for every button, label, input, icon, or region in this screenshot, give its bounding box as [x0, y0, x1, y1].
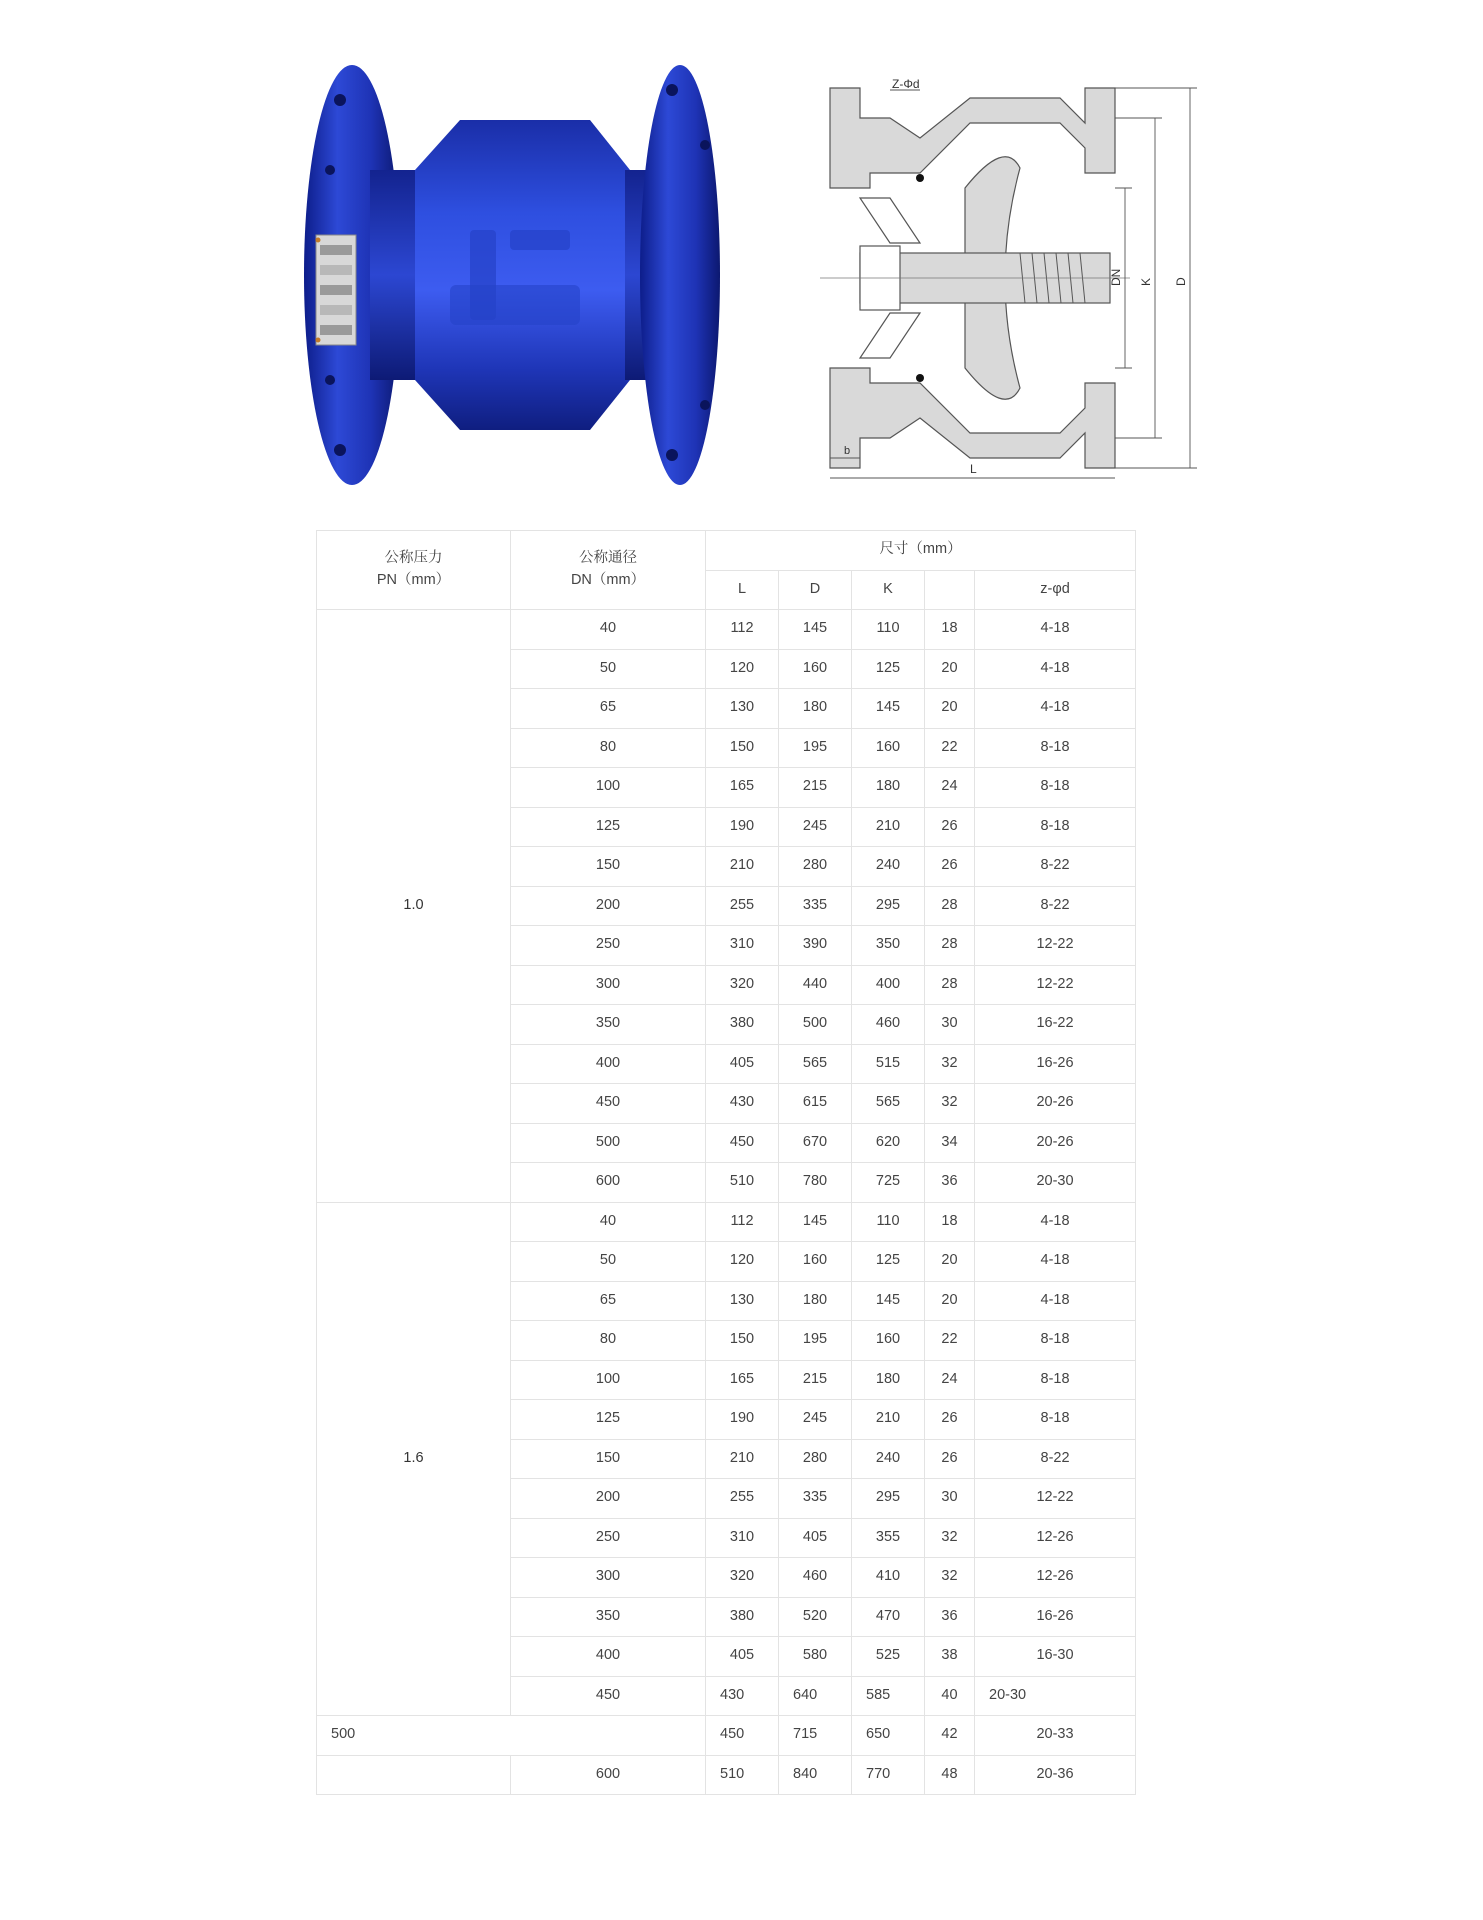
l-cell: 130 — [706, 1281, 779, 1321]
l-cell: 190 — [706, 1400, 779, 1440]
b-cell: 40 — [925, 1676, 975, 1716]
k-cell: 210 — [852, 1400, 925, 1440]
k-cell: 145 — [852, 689, 925, 729]
k-cell: 350 — [852, 926, 925, 966]
dn-cell: 150 — [511, 847, 706, 887]
l-cell: 255 — [706, 886, 779, 926]
b-cell: 18 — [925, 610, 975, 650]
d-cell: 335 — [779, 886, 852, 926]
d-cell: 615 — [779, 1084, 852, 1124]
dn-title: 公称通径 — [579, 550, 637, 567]
b-cell: 34 — [925, 1123, 975, 1163]
b-cell: 32 — [925, 1084, 975, 1124]
k-cell: 110 — [852, 1202, 925, 1242]
pn-title: 公称压力 — [384, 550, 443, 567]
dn-cell: 450 — [511, 1676, 706, 1716]
d-cell: 245 — [779, 1400, 852, 1440]
right-flange — [640, 65, 720, 485]
k-cell: 460 — [852, 1005, 925, 1045]
l-cell: 210 — [706, 1439, 779, 1479]
dn-cell: 50 — [511, 649, 706, 689]
k-cell: 410 — [852, 1558, 925, 1598]
zd-cell: 4-18 — [975, 610, 1136, 650]
l-cell: 430 — [706, 1084, 779, 1124]
l-cell: 310 — [706, 926, 779, 966]
zd-cell: 12-22 — [975, 965, 1136, 1005]
l-cell: 310 — [706, 1518, 779, 1558]
zd-cell: 8-18 — [975, 1360, 1136, 1400]
zd-cell: 16-26 — [975, 1597, 1136, 1637]
l-cell: 405 — [706, 1637, 779, 1677]
zd-cell: 8-18 — [975, 1400, 1136, 1440]
zd-cell: 8-22 — [975, 886, 1136, 926]
valve-photo — [300, 60, 720, 500]
b-cell: 24 — [925, 768, 975, 808]
dn-cell: 40 — [511, 1202, 706, 1242]
k-cell: 160 — [852, 728, 925, 768]
d-cell: 160 — [779, 1242, 852, 1282]
k-cell: 160 — [852, 1321, 925, 1361]
pn-unit: PN（mm） — [376, 572, 451, 588]
d-cell: 215 — [779, 768, 852, 808]
b-cell: 26 — [925, 1400, 975, 1440]
d-cell: 335 — [779, 1479, 852, 1519]
d-cell: 180 — [779, 1281, 852, 1321]
l-cell: 112 — [706, 610, 779, 650]
b-cell: 22 — [925, 1321, 975, 1361]
d-cell: 195 — [779, 1321, 852, 1361]
k-cell: 770 — [852, 1755, 925, 1795]
l-cell: 150 — [706, 728, 779, 768]
dn-cell: 40 — [511, 610, 706, 650]
b-cell: 26 — [925, 1439, 975, 1479]
b-cell: 18 — [925, 1202, 975, 1242]
dn-cell: 300 — [511, 1558, 706, 1598]
k-cell: 525 — [852, 1637, 925, 1677]
dn-cell: 65 — [511, 689, 706, 729]
dn-label: DN — [1109, 268, 1123, 286]
table-row — [317, 610, 1136, 650]
k-cell: 210 — [852, 807, 925, 847]
b-cell: 28 — [925, 926, 975, 966]
d-cell: 520 — [779, 1597, 852, 1637]
zd-cell: 20-33 — [975, 1716, 1136, 1756]
l-cell: 120 — [706, 1242, 779, 1282]
b-cell: 36 — [925, 1163, 975, 1203]
table-row — [317, 1755, 1136, 1795]
pn-cell-empty — [317, 1755, 511, 1795]
zd-cell: 20-26 — [975, 1084, 1136, 1124]
b-cell: 38 — [925, 1637, 975, 1677]
b-cell: 48 — [925, 1755, 975, 1795]
zd-cell: 8-22 — [975, 1439, 1136, 1479]
l-cell: 130 — [706, 689, 779, 729]
k-cell: 515 — [852, 1044, 925, 1084]
d-cell: 145 — [779, 610, 852, 650]
d-cell: 405 — [779, 1518, 852, 1558]
l-cell: 405 — [706, 1044, 779, 1084]
dn-cell: 200 — [511, 886, 706, 926]
k-cell: 180 — [852, 768, 925, 808]
k-cell: 295 — [852, 1479, 925, 1519]
k-cell: 620 — [852, 1123, 925, 1163]
b-cell: 36 — [925, 1597, 975, 1637]
k-cell: 650 — [852, 1716, 925, 1756]
d-cell: 840 — [779, 1755, 852, 1795]
pn-cell: 1.6 — [317, 1202, 511, 1716]
dn-cell: 65 — [511, 1281, 706, 1321]
table-row — [317, 1202, 1136, 1242]
zd-cell: 12-22 — [975, 1479, 1136, 1519]
k-cell: 125 — [852, 1242, 925, 1282]
dn-cell: 80 — [511, 728, 706, 768]
col-k-header: K — [852, 570, 925, 610]
zd-cell: 4-18 — [975, 649, 1136, 689]
zd-cell: 4-18 — [975, 689, 1136, 729]
d-cell: 215 — [779, 1360, 852, 1400]
k-cell: 585 — [852, 1676, 925, 1716]
b-label: b — [844, 445, 851, 457]
size-header: 尺寸（mm） — [706, 531, 1136, 571]
l-cell: 112 — [706, 1202, 779, 1242]
zd-cell: 8-18 — [975, 728, 1136, 768]
b-cell: 20 — [925, 1242, 975, 1282]
b-cell: 20 — [925, 649, 975, 689]
k-cell: 355 — [852, 1518, 925, 1558]
d-cell: 565 — [779, 1044, 852, 1084]
l-cell: 150 — [706, 1321, 779, 1361]
d-cell: 715 — [779, 1716, 852, 1756]
b-cell: 30 — [925, 1005, 975, 1045]
zd-cell: 12-26 — [975, 1518, 1136, 1558]
valve-section-drawing — [820, 78, 1220, 488]
b-cell: 26 — [925, 847, 975, 887]
l-cell: 255 — [706, 1479, 779, 1519]
zd-cell: 20-36 — [975, 1755, 1136, 1795]
l-cell: 320 — [706, 965, 779, 1005]
l-cell: 450 — [706, 1716, 779, 1756]
dn-cell: 600 — [511, 1755, 706, 1795]
l-cell: 120 — [706, 649, 779, 689]
l-cell: 190 — [706, 807, 779, 847]
dn-cell: 50 — [511, 1242, 706, 1282]
d-cell: 640 — [779, 1676, 852, 1716]
b-cell: 32 — [925, 1518, 975, 1558]
dn-unit: DN（mm） — [570, 572, 646, 588]
col-zd-header: z-φd — [975, 570, 1136, 610]
dn-cell: 125 — [511, 1400, 706, 1440]
dn-header — [511, 531, 706, 610]
dn-cell: 250 — [511, 926, 706, 966]
d-cell: 780 — [779, 1163, 852, 1203]
l-label: L — [970, 462, 977, 476]
pn-cell: 1.0 — [317, 610, 511, 1203]
dn-cell: 350 — [511, 1005, 706, 1045]
d-cell: 195 — [779, 728, 852, 768]
k-label: K — [1139, 277, 1153, 286]
zd-cell: 20-30 — [975, 1676, 1136, 1716]
dn-cell: 500 — [317, 1716, 706, 1756]
zd-cell: 20-30 — [975, 1163, 1136, 1203]
b-cell: 42 — [925, 1716, 975, 1756]
dn-cell: 100 — [511, 1360, 706, 1400]
dn-cell: 600 — [511, 1163, 706, 1203]
dn-cell: 250 — [511, 1518, 706, 1558]
l-cell: 165 — [706, 1360, 779, 1400]
col-d-header: D — [779, 570, 852, 610]
b-cell: 28 — [925, 886, 975, 926]
zd-cell: 16-22 — [975, 1005, 1136, 1045]
dn-cell: 125 — [511, 807, 706, 847]
dn-cell: 450 — [511, 1084, 706, 1124]
k-cell: 725 — [852, 1163, 925, 1203]
d-cell: 180 — [779, 689, 852, 729]
zd-cell: 4-18 — [975, 1242, 1136, 1282]
k-cell: 295 — [852, 886, 925, 926]
l-cell: 210 — [706, 847, 779, 887]
zd-cell: 8-18 — [975, 1321, 1136, 1361]
dn-cell: 400 — [511, 1044, 706, 1084]
d-cell: 160 — [779, 649, 852, 689]
pn-header — [317, 531, 511, 610]
b-cell: 32 — [925, 1044, 975, 1084]
l-cell: 320 — [706, 1558, 779, 1598]
zd-cell: 4-18 — [975, 1281, 1136, 1321]
d-cell: 280 — [779, 847, 852, 887]
col-b-header — [925, 570, 975, 610]
k-cell: 400 — [852, 965, 925, 1005]
l-cell: 510 — [706, 1163, 779, 1203]
zd-cell: 8-22 — [975, 847, 1136, 887]
d-cell: 460 — [779, 1558, 852, 1598]
l-cell: 165 — [706, 768, 779, 808]
d-cell: 670 — [779, 1123, 852, 1163]
dn-cell: 150 — [511, 1439, 706, 1479]
k-cell: 110 — [852, 610, 925, 650]
d-cell: 145 — [779, 1202, 852, 1242]
dn-cell: 200 — [511, 1479, 706, 1519]
col-l-header: L — [706, 570, 779, 610]
zd-cell: 4-18 — [975, 1202, 1136, 1242]
l-cell: 380 — [706, 1597, 779, 1637]
d-cell: 245 — [779, 807, 852, 847]
valve-body — [415, 120, 630, 430]
b-cell: 20 — [925, 1281, 975, 1321]
table-row — [317, 1716, 1136, 1756]
zd-cell: 8-18 — [975, 807, 1136, 847]
k-cell: 145 — [852, 1281, 925, 1321]
l-cell: 510 — [706, 1755, 779, 1795]
k-cell: 180 — [852, 1360, 925, 1400]
d-cell: 580 — [779, 1637, 852, 1677]
l-cell: 450 — [706, 1123, 779, 1163]
b-cell: 22 — [925, 728, 975, 768]
b-cell: 24 — [925, 1360, 975, 1400]
zd-cell: 12-22 — [975, 926, 1136, 966]
zd-cell: 20-26 — [975, 1123, 1136, 1163]
b-cell: 32 — [925, 1558, 975, 1598]
zd-cell: 8-18 — [975, 768, 1136, 808]
l-cell: 380 — [706, 1005, 779, 1045]
zd-cell: 16-30 — [975, 1637, 1136, 1677]
dn-cell: 100 — [511, 768, 706, 808]
b-cell: 30 — [925, 1479, 975, 1519]
dn-cell: 400 — [511, 1637, 706, 1677]
zd-cell: 16-26 — [975, 1044, 1136, 1084]
b-cell: 20 — [925, 689, 975, 729]
b-cell: 26 — [925, 807, 975, 847]
d-cell: 280 — [779, 1439, 852, 1479]
zd-cell: 12-26 — [975, 1558, 1136, 1598]
k-cell: 240 — [852, 1439, 925, 1479]
k-cell: 125 — [852, 649, 925, 689]
dn-cell: 350 — [511, 1597, 706, 1637]
k-cell: 565 — [852, 1084, 925, 1124]
dn-cell: 80 — [511, 1321, 706, 1361]
d-cell: 440 — [779, 965, 852, 1005]
b-cell: 28 — [925, 965, 975, 1005]
dn-cell: 300 — [511, 965, 706, 1005]
k-cell: 240 — [852, 847, 925, 887]
d-cell: 390 — [779, 926, 852, 966]
d-cell: 500 — [779, 1005, 852, 1045]
z-phi-d-label: Z-Φd — [892, 78, 920, 91]
dn-cell: 500 — [511, 1123, 706, 1163]
k-cell: 470 — [852, 1597, 925, 1637]
l-cell: 430 — [706, 1676, 779, 1716]
d-label: D — [1174, 277, 1188, 286]
dimension-table — [316, 530, 1136, 1795]
